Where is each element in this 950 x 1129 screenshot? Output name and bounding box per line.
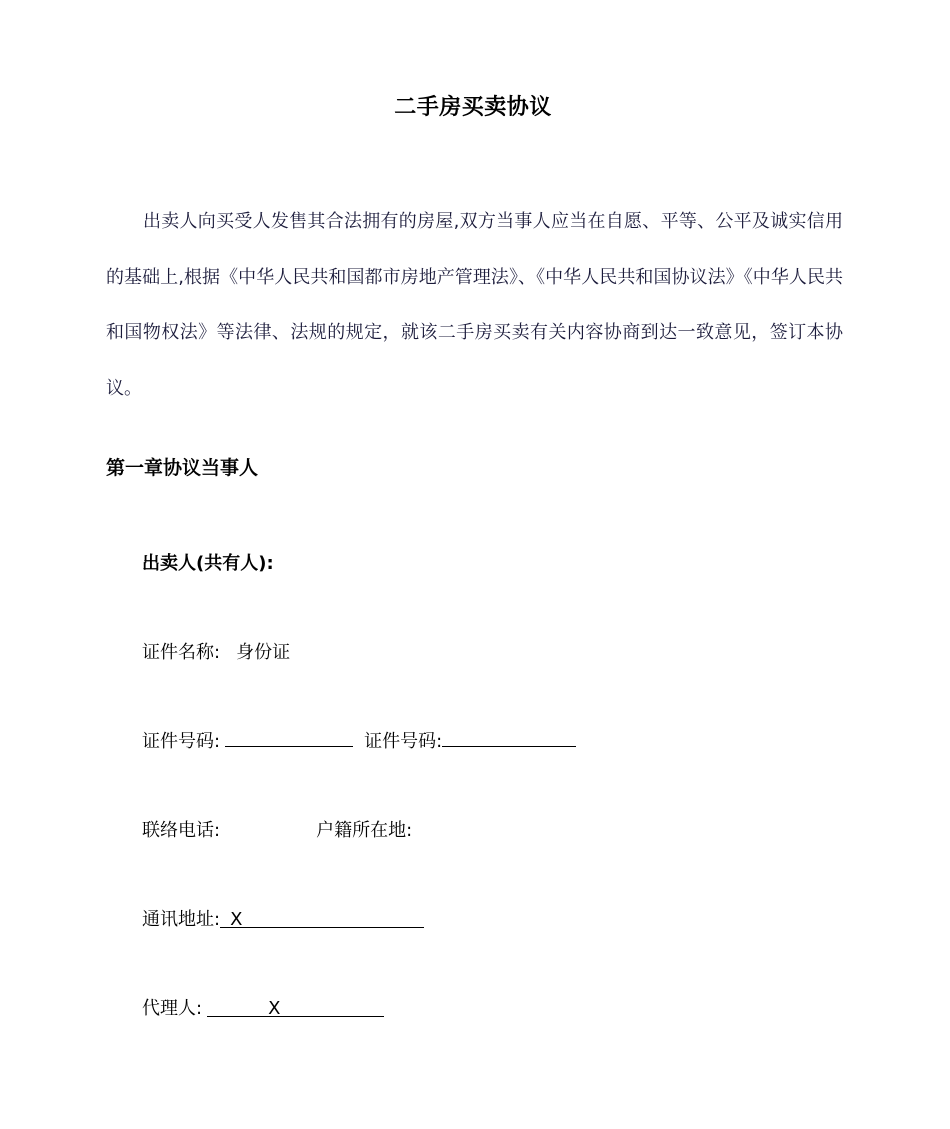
address-value: X [230, 909, 243, 930]
id-number-blank-1 [225, 728, 353, 747]
phone-label: 联络电话: [142, 820, 221, 841]
agent-value: X [268, 998, 281, 1019]
agent-row [142, 994, 384, 1020]
id-number-row [142, 727, 576, 753]
seller-label: 出卖人(共有人): [142, 553, 274, 574]
id-type-label: 证件名称: [142, 642, 221, 663]
address-label: 通讯地址: [142, 909, 221, 930]
intro-paragraph: 出卖人向买受人发售其合法拥有的房屋,双方当事人应当在自愿、平等、公平及诚实信用的基础上,根据《中华人民共和国都市房地产管理法》、《中华人民共和国协议法》《中华人民共和国物权法》等法律、法规的规定，就该二手房买卖有关内容协商到达一致意见，签订本协议。 [106, 211, 843, 399]
agent-label: 代理人: [142, 998, 203, 1019]
id-type-row [142, 638, 290, 664]
id-number-label-1: 证件号码: [142, 731, 221, 752]
phone-row [142, 816, 412, 842]
address-row [142, 905, 424, 931]
address-blank [220, 909, 424, 928]
household-label: 户籍所在地: [316, 820, 413, 841]
chapter-heading: 第一章协议当事人 [106, 457, 259, 479]
document-title: 二手房买卖协议 [394, 95, 552, 120]
id-type-value: 身份证 [236, 642, 291, 663]
id-number-blank-2 [442, 728, 576, 747]
id-number-label-2: 证件号码: [364, 731, 443, 752]
agent-blank [207, 998, 384, 1017]
